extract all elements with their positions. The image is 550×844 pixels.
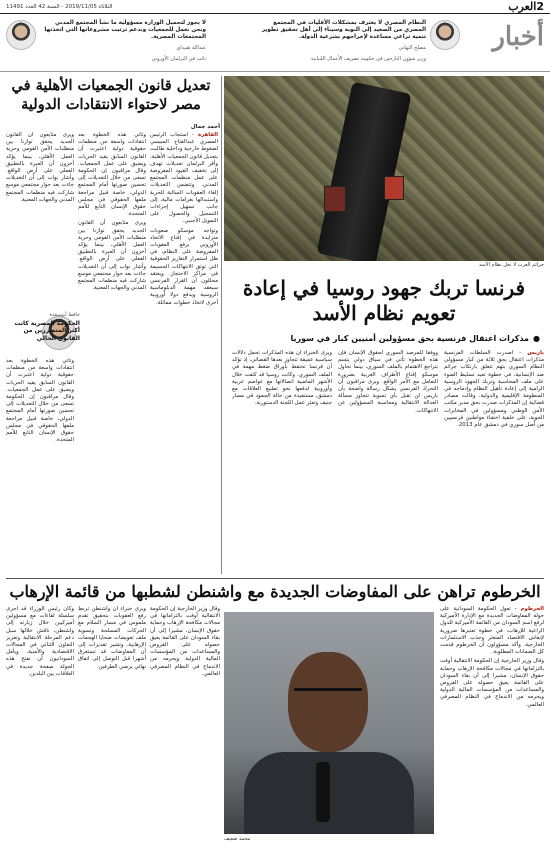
section-title: أخبار bbox=[492, 22, 544, 52]
column-divider bbox=[221, 76, 222, 574]
quotes-strip bbox=[0, 16, 550, 72]
article1-column-1: باريس - أصدرت السلطات الفرنسية مذكرات اعتقال بحق ثلاثة من كبار مسؤولي النظام السوري بتهم تتعلق بارتكاب جرائم ضد الإنسانية، في خطوة تعيد تسليط الضوء على ملف المحاسبة وتربك الجهود الروسية الرامية إلى إعادة تأهيل النظام وإدماجه في المنظومة الإقليمية والدولية. وقالت مصادر قضائية إن المذكرات صدرت بحق مدير مكتب الأمن الوطني ومسؤولين في المخابرات الجوية، على خلفية اختفاء مواطنين فرنسيين من أصل سوري في دمشق عام 2013. bbox=[444, 350, 544, 429]
article-text: ويرى الخبراء أن هذه المذكرات تحمل دلالات سياسية عميقة تتجاوز بعدها القضائي، إذ تؤكد أن فرنسا تحتفظ بأوراق ضغط مهمة في الملف السوري. وكانت روسيا قد كثفت خلال الأشهر الماضية اتصالاتها مع عواصم عربية وأوروبية لدفعها نحو تطبيع العلاقات مع دمشق، مستفيدة من حالة الجمود في مسار جنيف وتعثر عمل اللجنة الدستورية. bbox=[232, 350, 332, 407]
headline-sudan: الخرطوم تراهن على المفاوضات الجديدة مع واشنطن لشطبها من قائمة الإرهاب bbox=[6, 578, 544, 603]
avatar bbox=[430, 20, 460, 50]
quote-name: عبدالله هنيداي bbox=[176, 45, 206, 51]
dateline: القاهرة bbox=[197, 132, 218, 138]
photo-caption: محمد ضعيف bbox=[224, 836, 251, 842]
article-text: تعول الحكومة السودانية على جولة المفاوضات الجديدة مع الإدارة الأميركية لرفع اسم السودان من القائمة الأميركية للدول الراعية للإرهاب، في خطوة تعتبرها ضرورية لإنعاش الاقتصاد المتعثر وجذب الاستثمارات الخارجية. وأكد مسؤولون أن الخرطوم قدمت كل الضمانات المطلوبة. bbox=[440, 606, 544, 656]
glasses-shape bbox=[294, 688, 362, 702]
quote-name: مصلح النهاني bbox=[398, 45, 426, 51]
quote-block-2 bbox=[6, 20, 206, 68]
article-text: ويرى متابعون أن القانون الجديد يحقق توازنا بين متطلبات الأمن القومي وحرية العمل الأهلي، بينما يؤكد آخرون أن العبرة بالتطبيق الفعلي على أرض الواقع. وأشار نواب إلى أن التعديلات جاءت بعد حوار مجتمعي موسع شاركت فيه منظمات المجتمع المدني والجهات المعنية. bbox=[78, 220, 146, 292]
headline-egypt: تعديل قانون الجمعيات الأهلية في مصر لاحتواء الانتقادات الدولية bbox=[11, 77, 211, 113]
article2-column-2 bbox=[78, 132, 146, 572]
article3-column-4 bbox=[6, 606, 74, 838]
quote-text: لا يجوز لتحميل الوزارة مسؤولية ما نشأ المجتمع المدني ونحن نعمل للجمعيات وندعم ترتيب مشروعاتها التي اتخذتها المجتمعات المصرية. bbox=[44, 20, 206, 40]
newspaper-logo: العرب bbox=[508, 0, 537, 13]
quote-role: نائب في البرلمان الأوروبي bbox=[151, 55, 206, 62]
headline-france-syria: فرنسا تربك جهود روسيا في إعادة تعويم نظام الأسد bbox=[242, 276, 526, 325]
article3-column-2 bbox=[150, 606, 220, 838]
pull-quote bbox=[6, 312, 80, 342]
dateline: باريس bbox=[527, 350, 544, 356]
article-text: ووفقا للمرصد السوري لحقوق الإنسان فإن هذه الخطوة تأتي في سياق دولي يتسم بتراجع الاهتمام بالملف السوري، بينما تحاول موسكو إقناع الأطراف الغربية بضرورة التعامل مع الأمر الواقع. ويرى مراقبون أن التحرك الفرنسي يشكل رسالة واضحة بأن باريس لن تقبل بأي تسوية تتجاوز مسألة العدالة الانتقالية ومحاسبة المسؤولين عن الانتهاكات. bbox=[338, 350, 438, 414]
article2-column-3 bbox=[6, 132, 74, 312]
masthead bbox=[0, 0, 550, 14]
face-shape bbox=[288, 652, 368, 752]
pull-quote-text: الحكومة المصرية كانت أكثر المتضررين من القانون الحالي bbox=[14, 319, 80, 342]
bullet-icon: ● bbox=[533, 334, 540, 343]
photo-caption: جرائم العرب لا تحل نظام الأسد bbox=[478, 262, 544, 268]
page-number: 2 bbox=[536, 0, 544, 13]
pull-quote-name: حافظ أبوسعدة bbox=[49, 312, 80, 318]
article-text: ويرى خبراء أن واشنطن تربط رفع العقوبات بتحقيق تقدم ملموس في مسار السلام مع الحركات المسلحة وتسوية ملف تعويضات ضحايا الهجمات الإرهابية. وتشير تقديرات إلى أن المفاوضات قد تستغرق أشهرا قبل التوصل إلى اتفاق نهائي يرضي الطرفين. bbox=[78, 606, 146, 670]
article-text: وقال وزير الخارجية إن الحكومة الانتقالية أوفت بالتزاماتها في مجالات مكافحة الإرهاب وحماية حقوق الإنسان، مشيرا إلى أن بقاء السودان على القائمة يعيق حصوله على القروض والمساعدات من المؤسسات المالية الدولية ويحرمه من الاندماج في النظام المصرفي العالمي. bbox=[440, 658, 544, 708]
patch-shape bbox=[384, 176, 404, 200]
dateline: الخرطوم bbox=[520, 606, 544, 612]
article-text: أصدرت السلطات الفرنسية مذكرات اعتقال بحق ثلاثة من كبار مسؤولي النظام السوري بتهم تتعلق بارتكاب جرائم ضد الإنسانية، في خطوة تعيد تسليط الضوء على ملف المحاسبة وتربك الجهود الروسية الرامية إلى إعادة تأهيل النظام وإدماجه في المنظومة الإقليمية والدولية. وقالت مصادر قضائية إن المذكرات صدرت بحق مدير مكتب الأمن الوطني ومسؤولين في المخابرات الجوية، على خلفية اختفاء مواطنين فرنسيين من أصل سوري في دمشق عام 2013. bbox=[444, 350, 544, 429]
quote-block-1 bbox=[260, 20, 460, 68]
soldier-photo bbox=[224, 76, 544, 261]
date-line: الثلاثاء 2019/11/05 - السنة 42 العدد 11491 bbox=[6, 3, 113, 10]
article1-column-2 bbox=[338, 350, 438, 574]
official-portrait-photo bbox=[224, 612, 434, 834]
subheadline-text: مذكرات اعتقال فرنسية بحق مسؤولين أمنيين كبار في سوريا bbox=[290, 334, 530, 343]
article2-column-1: القاهرة - استجاب الرئيس المصري عبدالفتاح السيسي لضغوط خارجية وداخلية طالبت بتعديل قانون الجمعيات الأهلية، وأقر البرلمان تعديلات تهدف إلى تخفيف القيود المفروضة على عمل منظمات المجتمع المدني. وتتضمن التعديلات إلغاء العقوبات السالبة للحرية واستبدالها بغرامات مالية، إلى جانب تسهيل إجراءات التسجيل والحصول على التمويل الأجنبي. وتواجه موسكو صعوبات متزايدة في إقناع الاتحاد الأوروبي برفع العقوبات المفروضة على النظام، في ظل استمرار التقارير الحقوقية التي توثق الانتهاكات الجسيمة في مراكز الاحتجاز. ويعتقد محللون أن القرار الفرنسي سيعقد مهمة الدبلوماسية الروسية ويدفع دولا أوروبية أخرى لاتخاذ خطوات مماثلة. bbox=[150, 132, 218, 306]
quote-role: وزير شؤون النازحين في حكومة تصريف الأعمال اللبنانية bbox=[310, 55, 426, 62]
article3-column-3 bbox=[78, 606, 146, 838]
byline: أحمد جمال bbox=[190, 124, 220, 130]
rifle-shape bbox=[316, 82, 411, 261]
article-text: ويرى متابعون أن القانون الجديد يحقق توازنا بين متطلبات الأمن القومي وحرية العمل الأهلي، بينما يؤكد آخرون أن العبرة بالتطبيق الفعلي على أرض الواقع. وأشار نواب إلى أن التعديلات جاءت بعد حوار مجتمعي موسع شاركت فيه منظمات المجتمع المدني والجهات المعنية. bbox=[6, 132, 74, 203]
article-text: وكان رئيس الوزراء قد أجرى سلسلة لقاءات مع مسؤولين أميركيين خلال زيارته إلى واشنطن، ناقش خلالها سبل دعم المرحلة الانتقالية وتعزيز التعاون الثنائي في المجالات الاقتصادية والأمنية. ويأمل السودانيون أن تفتح هذه الجولة صفحة جديدة في العلاقات بين البلدين. bbox=[6, 606, 74, 677]
article-text: وقال وزير الخارجية إن الحكومة الانتقالية أوفت بالتزاماتها في مجالات مكافحة الإرهاب وحماية حقوق الإنسان، مشيرا إلى أن بقاء السودان على القائمة يعيق حصوله على القروض والمساعدات من المؤسسات المالية الدولية ويحرمه من الاندماج في النظام المصرفي العالمي. bbox=[150, 606, 220, 677]
article-text: وتواجه موسكو صعوبات متزايدة في إقناع الاتحاد الأوروبي برفع العقوبات المفروضة على النظام، في ظل استمرار التقارير الحقوقية التي توثق الانتهاكات الجسيمة في مراكز الاحتجاز. ويعتقد محللون أن القرار الفرنسي سيعقد مهمة الدبلوماسية الروسية ويدفع دولا أوروبية أخرى لاتخاذ خطوات مماثلة. bbox=[150, 227, 218, 306]
avatar bbox=[6, 20, 36, 50]
article-text: استجاب الرئيس المصري عبدالفتاح السيسي لضغوط خارجية وداخلية طالبت بتعديل قانون الجمعيات الأهلية، وأقر البرلمان تعديلات تهدف إلى تخفيف القيود المفروضة على عمل منظمات المجتمع المدني. وتتضمن التعديلات إلغاء العقوبات السالبة للحرية واستبدالها بغرامات مالية، إلى جانب تسهيل إجراءات التسجيل والحصول على التمويل الأجنبي. bbox=[150, 132, 218, 225]
article3-column-1: الخرطوم - تعول الحكومة السودانية على جولة المفاوضات الجديدة مع الإدارة الأميركية لرفع اسم السودان من القائمة الأميركية للدول الراعية للإرهاب، في خطوة تعتبرها ضرورية لإنعاش الاقتصاد المتعثر وجذب الاستثمارات الخارجية. وأكد مسؤولون أن الخرطوم قدمت كل الضمانات المطلوبة. وقال وزير الخارجية إن الحكومة الانتقالية أوفت بالتزاماتها في مجالات مكافحة الإرهاب وحماية حقوق الإنسان، مشيرا إلى أن بقاء السودان على القائمة يعيق حصوله على القروض والمساعدات من المؤسسات المالية الدولية ويحرمه من الاندماج في النظام المصرفي العالمي. bbox=[440, 606, 544, 708]
microphone-icon bbox=[316, 762, 330, 822]
quote-text: النظام المصري لا يعترف بمشكلات الأقليات في المجتمع المصري من الصعيد إلى النوبة وسيناء إلى أهل تحقيق تطوير تنمية تراعي مساعدة لإخراجهم بشرعية الدولة. bbox=[261, 20, 426, 40]
article1-column-3 bbox=[232, 350, 332, 574]
subheadline-france-syria bbox=[224, 334, 544, 343]
article2-column-4 bbox=[6, 358, 74, 574]
article-text: وتأتي هذه الخطوة بعد انتقادات واسعة من منظمات حقوقية دولية اعتبرت أن القانون السابق يقيد الحريات ويضيق على عمل الجمعيات. وقال مراقبون إن الحكومة تسعى من خلال التعديلات إلى تحسين صورتها أمام المجتمع الدولي، خاصة قبيل مراجعة ملفها الحقوقي في مجلس حقوق الإنسان التابع للأمم المتحدة. bbox=[6, 358, 74, 444]
patch-shape bbox=[324, 186, 346, 212]
article-text: وتأتي هذه الخطوة بعد انتقادات واسعة من منظمات حقوقية دولية اعتبرت أن القانون السابق يقيد الحريات ويضيق على عمل الجمعيات. وقال مراقبون إن الحكومة تسعى من خلال التعديلات إلى تحسين صورتها أمام المجتمع الدولي، خاصة قبيل مراجعة ملفها الحقوقي في مجلس حقوق الإنسان التابع للأمم المتحدة. bbox=[78, 132, 146, 218]
